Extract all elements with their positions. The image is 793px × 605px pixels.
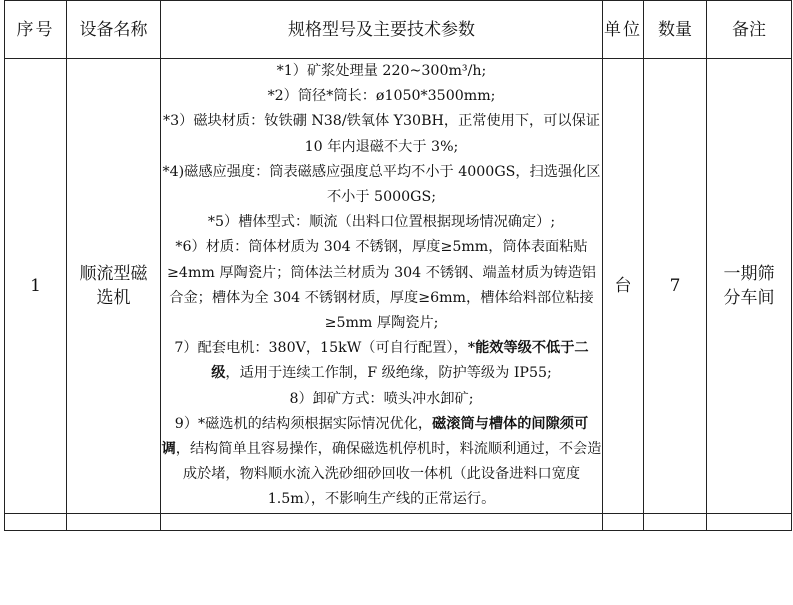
header-note: 备注 xyxy=(707,1,792,59)
header-name: 设备名称 xyxy=(67,1,161,59)
header-spec: 规格型号及主要技术参数 xyxy=(161,1,603,59)
param-7 xyxy=(161,336,602,386)
header-qty: 数量 xyxy=(644,1,707,59)
header-unit: 单位 xyxy=(603,1,644,59)
param-9 xyxy=(161,412,602,513)
param-9-bold: 磁滚筒与槽体的间隙须可调 xyxy=(161,415,589,458)
cell-qty: 7 xyxy=(644,59,707,514)
next-row-partial xyxy=(5,513,792,530)
header-seq: 序号 xyxy=(5,1,67,59)
param-4: *4)磁感应强度：筒表磁感应强度总平均不小于 4000GS，扫选强化区不小于 5000GS; xyxy=(162,163,601,206)
equipment-spec-table xyxy=(4,0,792,531)
param-6: *6）材质：筒体材质为 304 不锈钢，厚度≥5mm，筒体表面粘贴≥4mm 厚陶瓷片；筒体法兰材质为 304 不锈钢、端盖材质为铸造铝合金；槽体为全 304 不锈钢材质，厚度≥6mm，槽体给料部位粘接≥5mm 厚陶瓷片; xyxy=(167,239,596,332)
param-2: *2）筒径*筒长：ø1050*3500mm; xyxy=(267,88,496,105)
cell-note: 一期筛分车间 xyxy=(707,59,792,514)
param-8: 8）卸矿方式：喷头冲水卸矿; xyxy=(289,390,474,407)
param-5: *5）槽体型式：顺流（出料口位置根据现场情况确定）; xyxy=(207,214,556,231)
param-7-text-a: 7）配套电机：380V，15kW（可自行配置）， xyxy=(174,340,468,357)
header-row xyxy=(5,1,792,59)
param-7-text-c: ，适用于连续工作制，F 级绝缘，防护等级为 IP55; xyxy=(225,365,552,382)
param-7-bold: *能效等级不低于二级 xyxy=(211,340,589,382)
cell-unit: 台 xyxy=(603,59,644,514)
cell-name: 顺流型磁选机 xyxy=(67,59,161,514)
cell-seq: 1 xyxy=(5,59,67,514)
param-9-text-a: 9）*磁选机的结构须根据实际情况优化， xyxy=(174,415,433,432)
param-1: *1）矿浆处理量 220~300m³/h; xyxy=(276,63,487,79)
param-3: *3）磁块材质：钕铁硼 N38/铁氧体 Y30BH，正常使用下，可以保证 10 年内退磁不大于 3%; xyxy=(163,113,600,155)
table-row xyxy=(5,59,792,514)
cell-params xyxy=(161,59,603,514)
param-9-text-c: ，结构简单且容易操作，确保磁选机停机时，料流顺利通过，不会造成於堵，物料顺水流入洗砂细砂回收一体机（此设备进料口宽度 1.5m），不影响生产线的正常运行。 xyxy=(175,441,602,508)
